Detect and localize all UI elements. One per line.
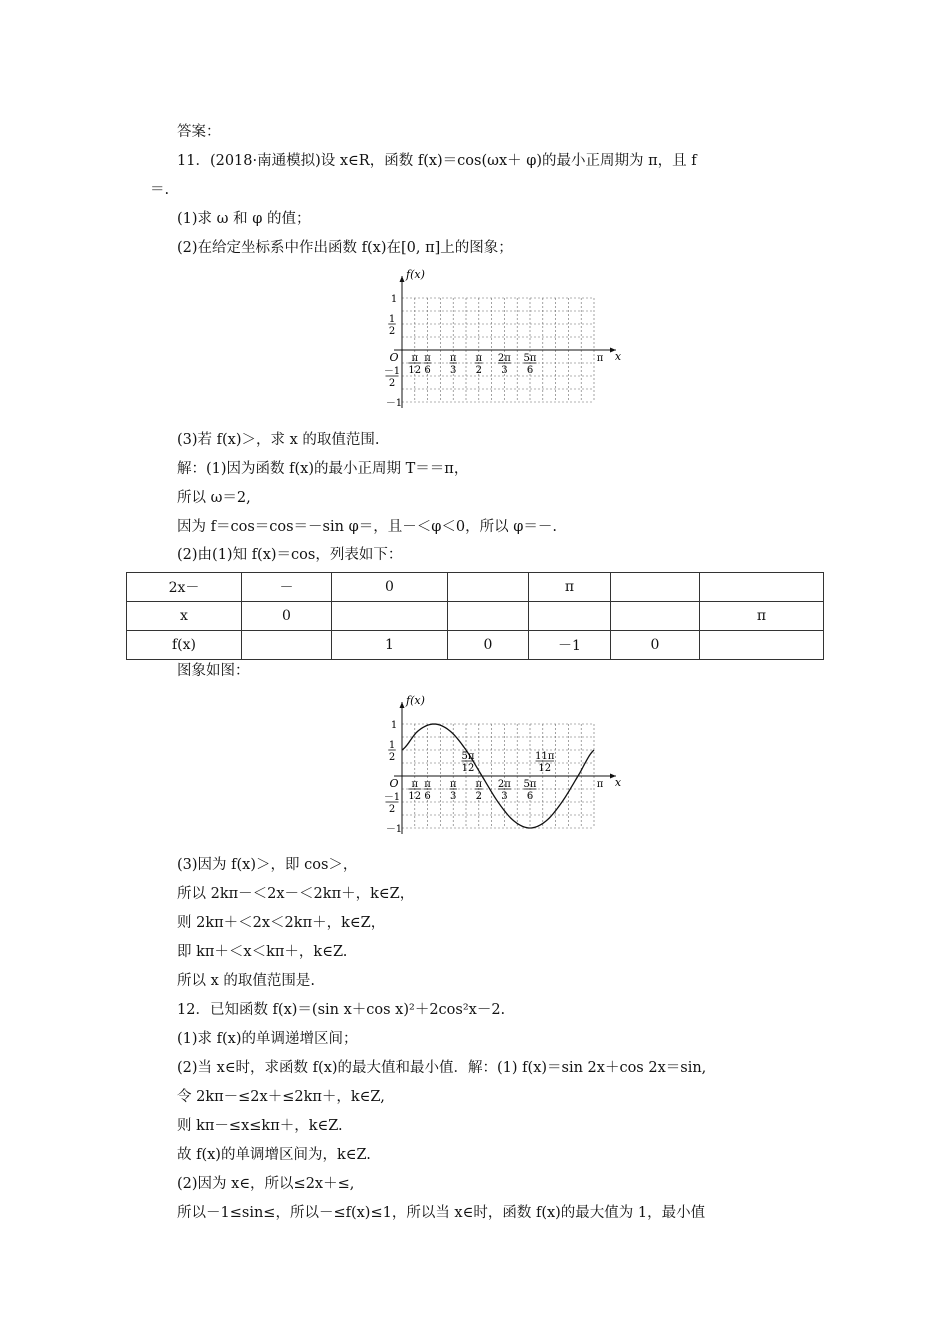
x-tick-label-den: 12	[408, 365, 422, 376]
x-tick-label-num: π	[449, 779, 457, 790]
solution-3-intro: (3)因为 f(x)＞，即 cos＞，	[177, 857, 358, 873]
problem-12-step1: 令 2kπ－≤2x＋≤2kπ＋，k∈Z,	[177, 1089, 385, 1105]
table-cell: －1	[529, 631, 611, 660]
table-cell	[448, 573, 529, 602]
problem-12-step5: 所以－1≤sin≤，所以－≤f(x)≤1，所以当 x∈时，函数 f(x)的最大值为 1，最小值	[177, 1205, 706, 1221]
x-tick-label-num: π	[411, 353, 419, 364]
question-1: (1)求 ω 和 φ 的值；	[177, 211, 311, 227]
x-tick-label-num: 5π	[523, 779, 537, 790]
x-tick-label-num: π	[411, 779, 419, 790]
x-axis-label: x	[614, 350, 622, 363]
solution-1: 解：(1)因为函数 f(x)的最小正周期 T＝＝π，	[177, 461, 469, 477]
y-tick-label-den: 2	[388, 752, 396, 763]
empty-coordinate-grid	[376, 262, 622, 412]
x-axis-label: x	[614, 776, 622, 789]
table-cell: π	[700, 602, 824, 631]
problem-12-statement: 12．已知函数 f(x)＝(sin x＋cos x)²＋2cos²x－2.	[177, 1002, 506, 1018]
origin-label: O	[389, 777, 399, 790]
x-tick-label-num: π	[449, 353, 457, 364]
table-cell: x	[127, 602, 242, 631]
function-graph	[376, 688, 622, 838]
x-tick-label-den: 3	[501, 365, 508, 376]
y-tick-label: 1	[390, 720, 398, 731]
y-tick-label-num: 1	[388, 740, 396, 751]
x-end-label: π	[596, 779, 604, 790]
x-tick-label-den: 12	[408, 791, 422, 802]
table-row	[127, 602, 824, 631]
x-tick-label-num: π	[424, 779, 431, 790]
table-cell: －	[242, 573, 332, 602]
solution-3-step2: 则 2kπ＋＜2x＜2kπ＋，k∈Z，	[177, 915, 386, 931]
table-cell	[332, 602, 448, 631]
x-tick-label-den: 2	[475, 791, 482, 802]
y-tick-label-den: 2	[388, 804, 396, 815]
solution-2-intro: (2)由(1)知 f(x)＝cos，列表如下：	[177, 547, 403, 563]
table-cell	[611, 573, 700, 602]
table-cell: 1	[332, 631, 448, 660]
x-tick-label-num: π	[424, 353, 431, 364]
y-tick-label-den: 2	[388, 378, 396, 389]
curve-zero-label-num: 11π	[535, 751, 555, 762]
y-tick-label-num: －1	[383, 366, 401, 377]
curve-zero-label-den: 12	[538, 763, 552, 774]
y-tick-label: －1	[385, 398, 403, 409]
x-tick-label-den: 2	[475, 365, 482, 376]
y-tick-label-num: 1	[388, 314, 396, 325]
solution-3-result: 所以 x 的取值范围是.	[177, 973, 316, 989]
y-tick-label-den: 2	[388, 326, 396, 337]
table-cell: 0	[611, 631, 700, 660]
table-cell: 0	[448, 631, 529, 660]
table-row	[127, 631, 824, 660]
problem-11-statement: 11．(2018·南通模拟)设 x∈R，函数 f(x)＝cos(ωx＋ φ)的最小正周期为 π，且 f	[177, 153, 697, 169]
y-axis-arrow	[400, 276, 405, 282]
x-end-label: π	[596, 353, 604, 364]
curve-zero-label-den: 12	[461, 763, 475, 774]
y-axis-arrow	[400, 702, 405, 708]
problem-12-question-2: (2)当 x∈时，求函数 f(x)的最大值和最小值．解：(1) f(x)＝sin 2x＋cos 2x＝sin,	[177, 1060, 707, 1076]
table-cell: 2x－	[127, 573, 242, 602]
answer-label: 答案：	[177, 124, 221, 140]
x-tick-label-num: 5π	[523, 353, 537, 364]
table-cell	[529, 602, 611, 631]
problem-12-step3: 故 f(x)的单调增区间为，k∈Z.	[177, 1147, 371, 1163]
table-cell: 0	[242, 602, 332, 631]
y-axis-label: f(x)	[406, 268, 425, 281]
x-tick-label-den: 3	[450, 365, 457, 376]
x-tick-label-den: 3	[501, 791, 508, 802]
y-tick-label: 1	[390, 294, 398, 305]
solution-3-step3: 即 kπ＋＜x＜kπ＋，k∈Z.	[177, 944, 348, 960]
y-tick-label-num: －1	[383, 792, 401, 803]
x-tick-label-den: 3	[450, 791, 457, 802]
solution-3-step1: 所以 2kπ－＜2x－＜2kπ＋，k∈Z，	[177, 886, 415, 902]
x-tick-label-num: π	[475, 779, 483, 790]
table-cell	[700, 631, 824, 660]
value-table	[126, 572, 824, 660]
x-tick-label-den: 6	[526, 365, 534, 376]
table-cell: f(x)	[127, 631, 242, 660]
table-cell	[611, 602, 700, 631]
table-cell	[242, 631, 332, 660]
x-tick-label-num: 2π	[497, 353, 511, 364]
graph-caption: 图象如图：	[177, 663, 250, 679]
table-cell	[448, 602, 529, 631]
x-tick-label-den: 6	[424, 791, 431, 802]
problem-12-step2: 则 kπ－≤x≤kπ＋，k∈Z.	[177, 1118, 343, 1134]
origin-label: O	[389, 351, 399, 364]
y-axis-label: f(x)	[406, 694, 425, 707]
y-tick-label: －1	[385, 824, 403, 835]
x-tick-label-den: 6	[526, 791, 534, 802]
question-2: (2)在给定坐标系中作出函数 f(x)在[0, π]上的图象；	[177, 240, 513, 256]
x-tick-label-den: 6	[424, 365, 431, 376]
table-cell: 0	[332, 573, 448, 602]
table-row	[127, 573, 824, 602]
problem-11-statement-cont: ＝.	[150, 182, 170, 198]
table-cell	[700, 573, 824, 602]
curve-zero-label-num: 5π	[461, 751, 475, 762]
table-cell: π	[529, 573, 611, 602]
solution-phi: 因为 f＝cos＝cos＝－sin φ＝，且－＜φ＜0，所以 φ＝－.	[177, 519, 557, 535]
question-3: (3)若 f(x)＞，求 x 的取值范围.	[177, 432, 380, 448]
problem-12-step4: (2)因为 x∈，所以≤2x＋≤,	[177, 1176, 355, 1192]
x-tick-label-num: 2π	[497, 779, 511, 790]
solution-omega: 所以 ω＝2,	[177, 490, 251, 506]
x-tick-label-num: π	[475, 353, 483, 364]
problem-12-question-1: (1)求 f(x)的单调递增区间；	[177, 1031, 358, 1047]
